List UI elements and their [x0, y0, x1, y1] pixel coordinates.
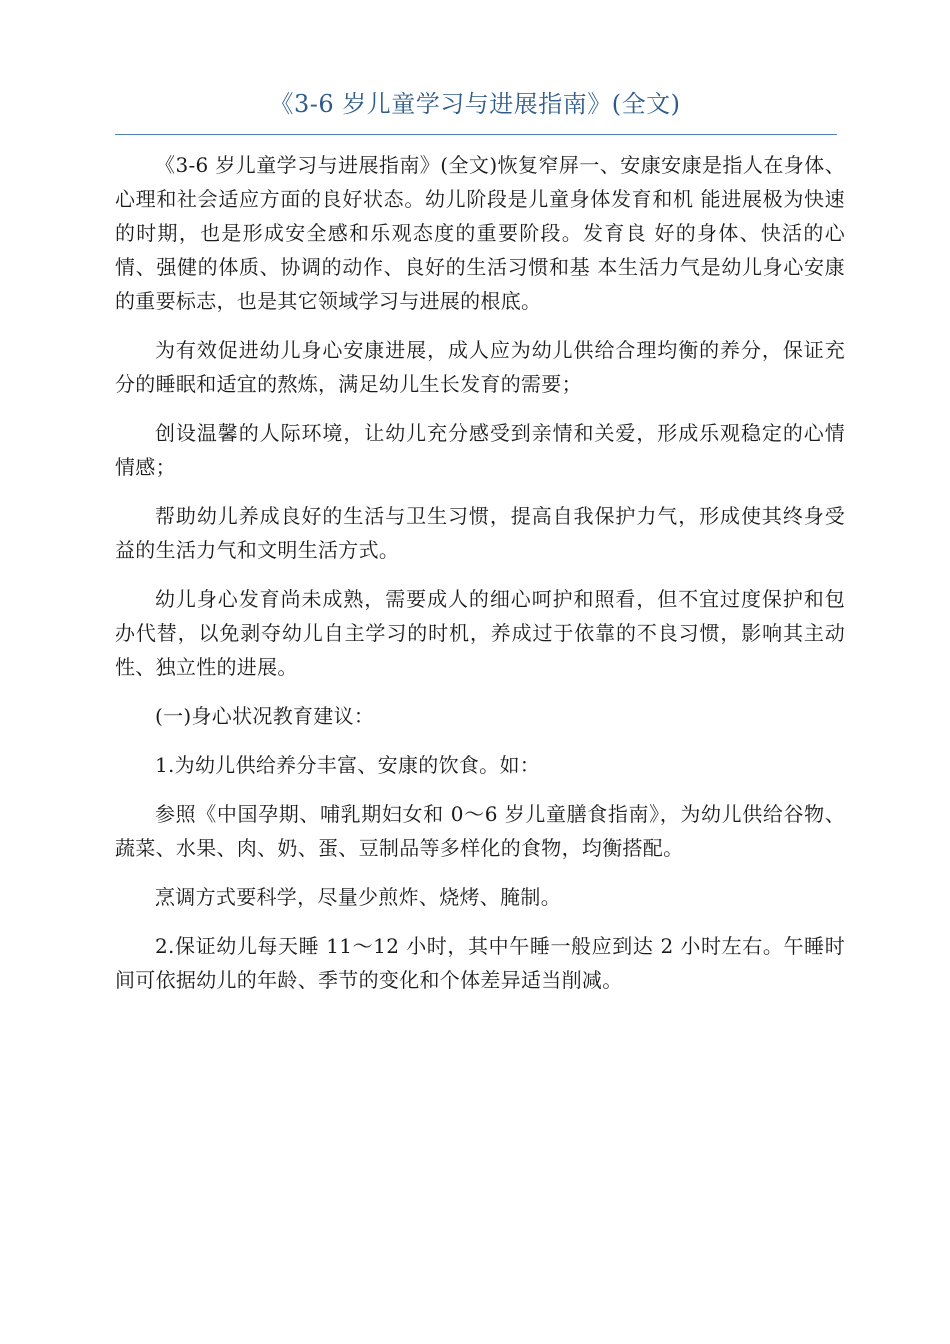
paragraph-nutrition-sleep: 为有效促进幼儿身心安康进展，成人应为幼儿供给合理均衡的养分，保证充分的睡眠和适宜的熬炼，满足幼儿生长发育的需要；: [115, 338, 845, 396]
list-item-2-sleep: 2.保证幼儿每天睡 11～12 小时，其中午睡一般应到达 2 小时左右。午睡时间可依据幼儿的年龄、季节的变化和个体差异适当削减。: [115, 934, 845, 992]
paragraph-diet-guide: 参照《中国孕期、哺乳期妇女和 0～6 岁儿童膳食指南》，为幼儿供给谷物、蔬菜、水果、肉、奶、蛋、豆制品等多样化的食物，均衡搭配。: [115, 802, 845, 860]
title-divider: [115, 134, 837, 135]
document-body: [115, 148, 845, 1012]
paragraph-cooking: 烹调方式要科学，尽量少煎炸、烧烤、腌制。: [155, 885, 561, 909]
section-heading-suggestions: (一)身心状况教育建议：: [155, 704, 375, 728]
list-item-1-heading: 1.为幼儿供给养分丰富、安康的饮食。如：: [155, 753, 541, 777]
paragraph-intro: 《3-6 岁儿童学习与进展指南》(全文)恢复窄屏一、安康安康是指人在身体、心理和社会适应方面的良好状态。幼儿阶段是儿童身体发育和机 能进展极为快速的时期，也是形成安全感和乐观态度的重要阶段。发育良 好的身体、快活的心情、强健的体质、协调的动作、良好的生活习惯和基 本生活力气是幼儿身心安康的重要标志，也是其它领域学习与进展的根底。: [115, 153, 845, 313]
document-title: 《3-6 岁儿童学习与进展指南》(全文): [269, 90, 681, 118]
paragraph-environment: 创设温馨的人际环境，让幼儿充分感受到亲情和关爱，形成乐观稳定的心情情感；: [115, 421, 845, 479]
paragraph-habits: 帮助幼儿养成良好的生活与卫生习惯，提高自我保护力气，形成使其终身受益的生活力气和文明生活方式。: [115, 504, 845, 562]
paragraph-protection: 幼儿身心发育尚未成熟，需要成人的细心呵护和照看，但不宜过度保护和包办代替，以免剥夺幼儿自主学习的时机，养成过于依靠的不良习惯，影响其主动性、独立性的进展。: [115, 587, 845, 679]
